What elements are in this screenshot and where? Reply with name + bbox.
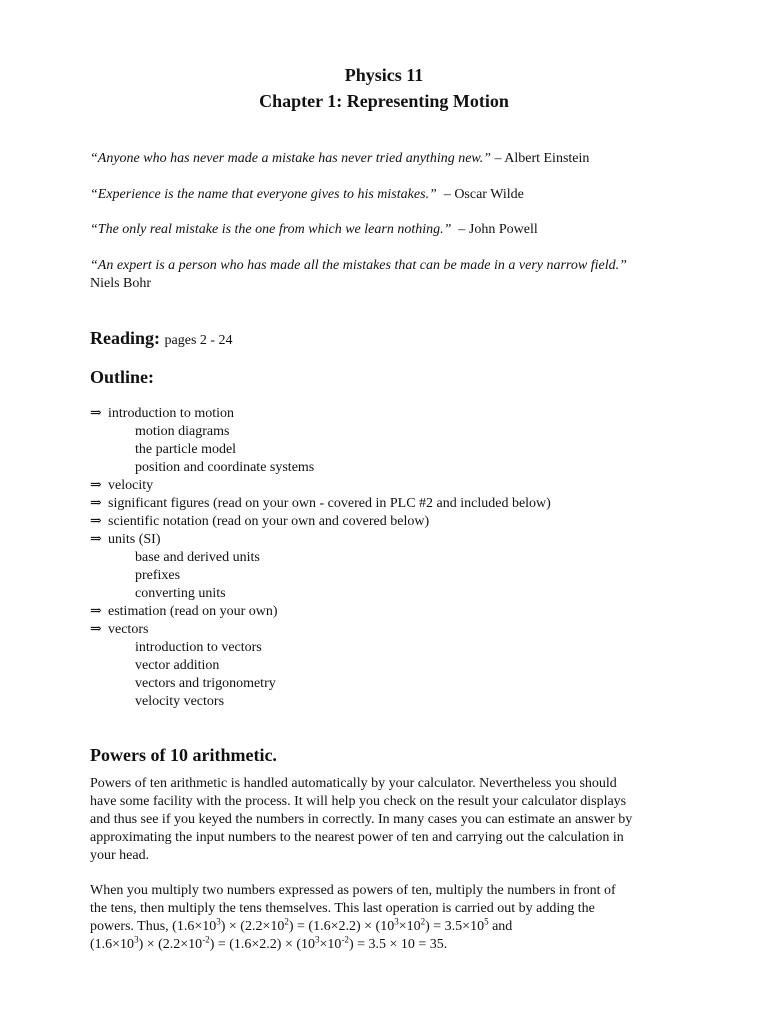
powers-heading: Powers of 10 arithmetic. bbox=[90, 745, 277, 765]
quote-author: – Oscar Wilde bbox=[436, 187, 524, 202]
outline-subitem: position and coordinate systems bbox=[135, 460, 315, 475]
outline-item bbox=[90, 513, 690, 531]
quote-text: “An expert is a person who has made all the mistakes that can be made in a very narrow field.” bbox=[90, 258, 627, 273]
right-arrow-icon: ⇒ bbox=[90, 622, 102, 637]
right-arrow-icon: ⇒ bbox=[90, 514, 102, 529]
quote-text: “The only real mistake is the one from which we learn nothing.” bbox=[90, 222, 452, 237]
paragraph-line: the tens, then multiply the tens themselves. This last operation is carried out by adding the bbox=[90, 901, 595, 916]
reading-heading bbox=[90, 329, 233, 350]
outline-list bbox=[90, 405, 690, 711]
outline-subitem: vectors and trigonometry bbox=[135, 676, 276, 691]
paragraph-line: your head. bbox=[90, 848, 150, 863]
outline-subitem: prefixes bbox=[135, 568, 181, 583]
chapter-title: Chapter 1: Representing Motion bbox=[259, 91, 509, 111]
outline-subitem: motion diagrams bbox=[135, 424, 230, 439]
powers-paragraph-1 bbox=[90, 775, 678, 865]
quote-author: – John Powell bbox=[451, 222, 538, 237]
reading-pages: pages 2 - 24 bbox=[164, 333, 233, 348]
outline-subitem: velocity vectors bbox=[135, 694, 225, 709]
outline-item-label: estimation (read on your own) bbox=[108, 604, 278, 619]
quote-author: Niels Bohr bbox=[90, 276, 152, 291]
quote-text: “Anyone who has never made a mistake has never tried anything new.” bbox=[90, 151, 492, 166]
document-title: Physics 11 bbox=[344, 65, 424, 85]
outline-item-label: scientific notation (read on your own and covered below) bbox=[108, 514, 430, 529]
outline-item-label: velocity bbox=[108, 478, 154, 493]
outline-item bbox=[90, 495, 690, 513]
paragraph-line: have some facility with the process. It will help you check on the result your calculator displays bbox=[90, 794, 627, 809]
right-arrow-icon: ⇒ bbox=[90, 496, 102, 511]
outline-subitem: converting units bbox=[135, 586, 226, 601]
powers-paragraph-2 bbox=[90, 882, 678, 954]
outline-item-label: units (SI) bbox=[108, 532, 161, 547]
outline-item bbox=[90, 621, 690, 639]
quote-bohr bbox=[90, 257, 690, 293]
quote-wilde bbox=[90, 186, 690, 204]
paragraph-line: When you multiply two numbers expressed as powers of ten, multiply the numbers in front of bbox=[90, 883, 616, 898]
outline-item-label: significant figures (read on your own - covered in PLC #2 and included below) bbox=[108, 496, 551, 511]
outline-item bbox=[90, 405, 690, 423]
paragraph-line: and thus see if you keyed the numbers in correctly. In many cases you can estimate an answer by bbox=[90, 812, 633, 827]
right-arrow-icon: ⇒ bbox=[90, 532, 102, 547]
outline-subitem: vector addition bbox=[135, 658, 220, 673]
equation-line-1: powers. Thus, $(1.6\times 10^3) \times (2.2\times 10^2) = (1.6\times 2.2) \times (10^3\times 10^2) = 3.5\times 10^5$ and bbox=[90, 916, 513, 934]
outline-item-label: introduction to motion bbox=[108, 406, 234, 421]
reading-label: Reading: bbox=[90, 328, 161, 348]
outline-item bbox=[90, 477, 690, 495]
quote-powell bbox=[90, 221, 690, 239]
outline-item-label: vectors bbox=[108, 622, 149, 637]
paragraph-line: Powers of ten arithmetic is handled automatically by your calculator. Nevertheless you should bbox=[90, 776, 617, 791]
outline-item bbox=[90, 531, 690, 549]
outline-subitem: base and derived units bbox=[135, 550, 260, 565]
quote-einstein bbox=[90, 150, 690, 168]
right-arrow-icon: ⇒ bbox=[90, 478, 102, 493]
outline-item bbox=[90, 603, 690, 621]
outline-subitem: introduction to vectors bbox=[135, 640, 262, 655]
equation-line-2: $(1.6\times 10^3) \times (2.2\times 10^{-2}) = (1.6\times 2.2) \times (10^3\times 10^{-2}) = 3.5 \times 10 = 35$. bbox=[90, 934, 448, 952]
outline-heading: Outline: bbox=[90, 367, 155, 387]
paragraph-line: approximating the input numbers to the nearest power of ten and carrying out the calculation in bbox=[90, 830, 624, 845]
quote-text: “Experience is the name that everyone gives to his mistakes.” bbox=[90, 187, 437, 202]
right-arrow-icon: ⇒ bbox=[90, 604, 102, 619]
quote-author: – Albert Einstein bbox=[491, 151, 590, 166]
right-arrow-icon: ⇒ bbox=[90, 406, 102, 421]
outline-subitem: the particle model bbox=[135, 442, 237, 457]
